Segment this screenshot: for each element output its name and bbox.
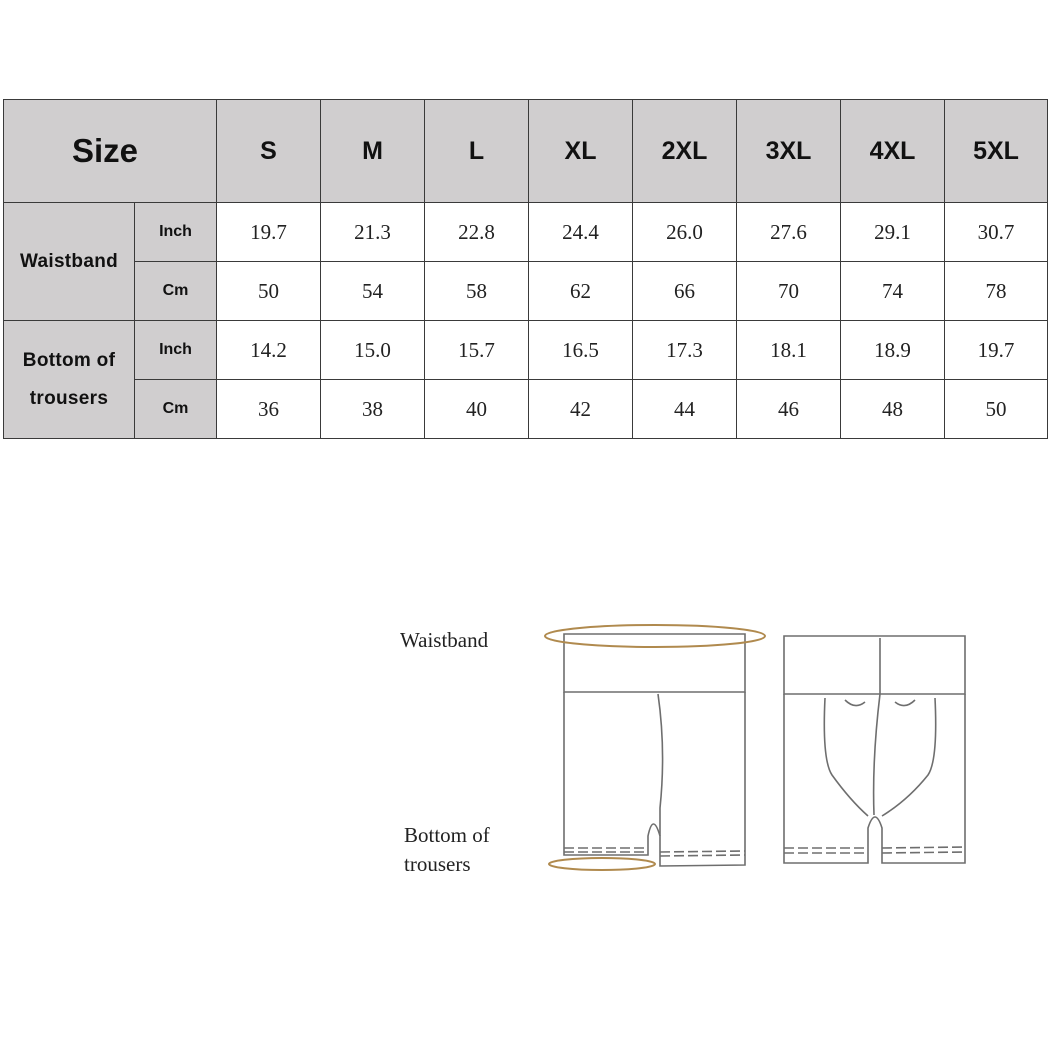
size-col-l: L (425, 100, 529, 203)
size-col-m: M (321, 100, 425, 203)
waistband-highlight-ellipse (545, 625, 765, 647)
table-cell: 38 (321, 380, 425, 439)
group-label-line: Waistband (19, 250, 119, 272)
table-cell: 21.3 (321, 203, 425, 262)
table-cell: 16.5 (529, 321, 633, 380)
table-cell: 22.8 (425, 203, 529, 262)
size-col-3xl: 3XL (737, 100, 841, 203)
table-cell: 17.3 (633, 321, 737, 380)
table-cell: 50 (217, 262, 321, 321)
size-header-row (4, 100, 1048, 203)
size-col-2xl: 2XL (633, 100, 737, 203)
table-row (4, 262, 1048, 321)
bottom-of-trousers-label-line2: trousers (404, 852, 471, 876)
front-waistband (564, 634, 745, 692)
table-cell: 70 (737, 262, 841, 321)
table-cell: 78 (945, 262, 1048, 321)
table-cell: 19.7 (945, 321, 1048, 380)
table-cell: 40 (425, 380, 529, 439)
unit-label: Cm (135, 380, 217, 439)
table-cell: 30.7 (945, 203, 1048, 262)
group-label-line: Bottom of (22, 349, 116, 371)
front-center-seam (658, 694, 663, 836)
table-row (4, 321, 1048, 380)
group-label-line: trousers (29, 387, 109, 409)
shorts-measurement-diagram (390, 610, 980, 890)
table-row (4, 380, 1048, 439)
table-cell: 19.7 (217, 203, 321, 262)
back-view-shorts (784, 636, 965, 863)
front-view-shorts (564, 634, 745, 866)
table-cell: 15.0 (321, 321, 425, 380)
table-cell: 44 (633, 380, 737, 439)
table-cell: 18.9 (841, 321, 945, 380)
back-center-seam (874, 638, 880, 815)
table-cell: 15.7 (425, 321, 529, 380)
bottom-of-trousers-label-line1: Bottom of (404, 823, 490, 847)
size-col-s: S (217, 100, 321, 203)
table-cell: 14.2 (217, 321, 321, 380)
back-waistband (784, 636, 965, 694)
unit-label: Inch (135, 321, 217, 380)
back-hem-stitching (784, 847, 965, 853)
table-cell: 66 (633, 262, 737, 321)
front-legs-outline (564, 692, 745, 866)
table-cell: 42 (529, 380, 633, 439)
hem-highlight-ellipse (549, 858, 655, 870)
size-header-cell: Size (4, 100, 217, 203)
unit-label: Cm (135, 262, 217, 321)
table-cell: 54 (321, 262, 425, 321)
table-cell: 18.1 (737, 321, 841, 380)
table-cell: 27.6 (737, 203, 841, 262)
table-cell: 29.1 (841, 203, 945, 262)
table-cell: 26.0 (633, 203, 737, 262)
table-cell: 36 (217, 380, 321, 439)
size-col-xl: XL (529, 100, 633, 203)
table-cell: 48 (841, 380, 945, 439)
unit-label: Inch (135, 203, 217, 262)
group-label-waistband (4, 203, 135, 321)
size-col-5xl: 5XL (945, 100, 1048, 203)
waistband-label: Waistband (400, 628, 489, 652)
back-yoke-seams (824, 698, 935, 816)
table-cell: 58 (425, 262, 529, 321)
table-cell: 24.4 (529, 203, 633, 262)
table-row (4, 203, 1048, 262)
group-label-bottom-of-trousers (4, 321, 135, 439)
size-chart-table (3, 99, 1048, 439)
table-cell: 50 (945, 380, 1048, 439)
size-col-4xl: 4XL (841, 100, 945, 203)
table-cell: 74 (841, 262, 945, 321)
table-cell: 62 (529, 262, 633, 321)
table-cell: 46 (737, 380, 841, 439)
